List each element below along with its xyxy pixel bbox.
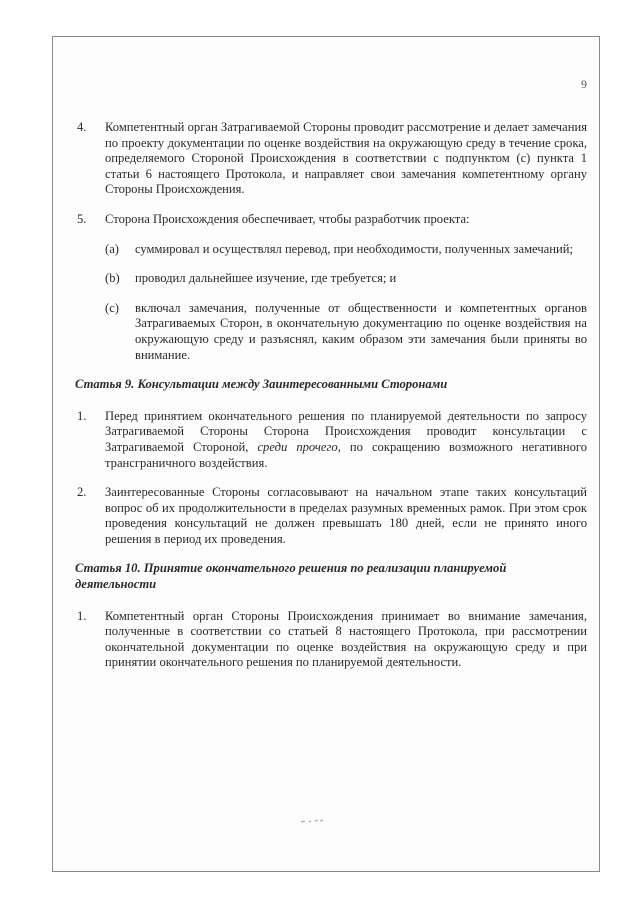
subparagraph-letter: (a) — [105, 241, 119, 256]
paragraph-number: 1. — [77, 608, 87, 623]
paragraph-number: 2. — [77, 485, 87, 500]
paragraph-text: Компетентный орган Затрагиваемой Стороны проводит рассмотрение и делает замечания по проекту документации по оценке воздействия на окружающую среду в течение срока, определяемого Стороной Происхождения в соответствии с подпунктом (c) пункта 1 статьи 6 настоящего Протокола, и направляет свои замечания компетентному органу Стороны Происхождения. — [105, 120, 587, 197]
page-number: 9 — [581, 77, 587, 91]
paragraph-number: 1. — [77, 408, 87, 423]
paragraph-text: Компетентный орган Стороны Происхождения принимает во внимание замечания, полученные в соответствии со статьей 8 настоящего Протокола, при рассмотрении окончательной документации по оценке воздействия на окружающую среду и при принятии окончательного решения по планируемой деятельности. — [105, 608, 587, 670]
paragraph-number: 5. — [77, 211, 87, 226]
latin-phrase: среди прочего — [257, 439, 338, 454]
article-10-paragraph-1 — [75, 609, 587, 671]
subparagraph-text: проводил дальнейшее изучение, где требуется; и — [135, 271, 397, 286]
subparagraph-letter: (c) — [105, 300, 119, 315]
paragraph-text-end: , по сокращению возможного негативного трансграничного воздействия. — [105, 439, 588, 470]
article-9-paragraph-1 — [75, 409, 587, 471]
article-9-paragraph-2 — [75, 485, 587, 547]
subparagraph-text: суммировал и осуществлял перевод, при необходимости, полученных замечаний; — [135, 241, 573, 256]
paragraph-4 — [75, 120, 587, 198]
subparagraph-c — [75, 301, 587, 363]
subparagraph-a — [75, 242, 587, 258]
subparagraph-letter: (b) — [105, 271, 120, 286]
paragraph-5 — [75, 212, 587, 228]
subparagraph-text: включал замечания, полученные от общественности и компетентных органов Затрагиваемых Сторон, в окончательную документацию по оценке воздействия на окружающую среду и разъяснял, каким образом эти замечания были приняты во внимание. — [135, 300, 587, 362]
scan-artifact-icon — [300, 818, 324, 824]
subparagraph-b — [75, 271, 587, 287]
paragraph-text: Сторона Происхождения обеспечивает, чтобы разработчик проекта: — [105, 211, 470, 226]
document-page — [52, 36, 600, 872]
article-10-heading: Статья 10. Принятие окончательного решения по реализации планируемой деятельности — [75, 561, 507, 592]
document-body — [75, 120, 587, 685]
paragraph-number: 4. — [77, 120, 87, 134]
paragraph-text-start: Перед принятием окончательного решения по планируемой деятельности по запросу Затрагиваемой Стороны Сторона Происхождения проводит консультации с Затрагиваемой Стороной, — [105, 408, 587, 454]
article-9-heading: Статья 9. Консультации между Заинтересованными Сторонами — [75, 377, 448, 392]
paragraph-text: Заинтересованные Стороны согласовывают на начальном этапе таких консультаций вопрос об их продолжительности в пределах разумных временных рамок. При этом срок проведения консультаций не должен превышать 180 дней, если не принято иного решения в период их проведения. — [105, 485, 587, 546]
